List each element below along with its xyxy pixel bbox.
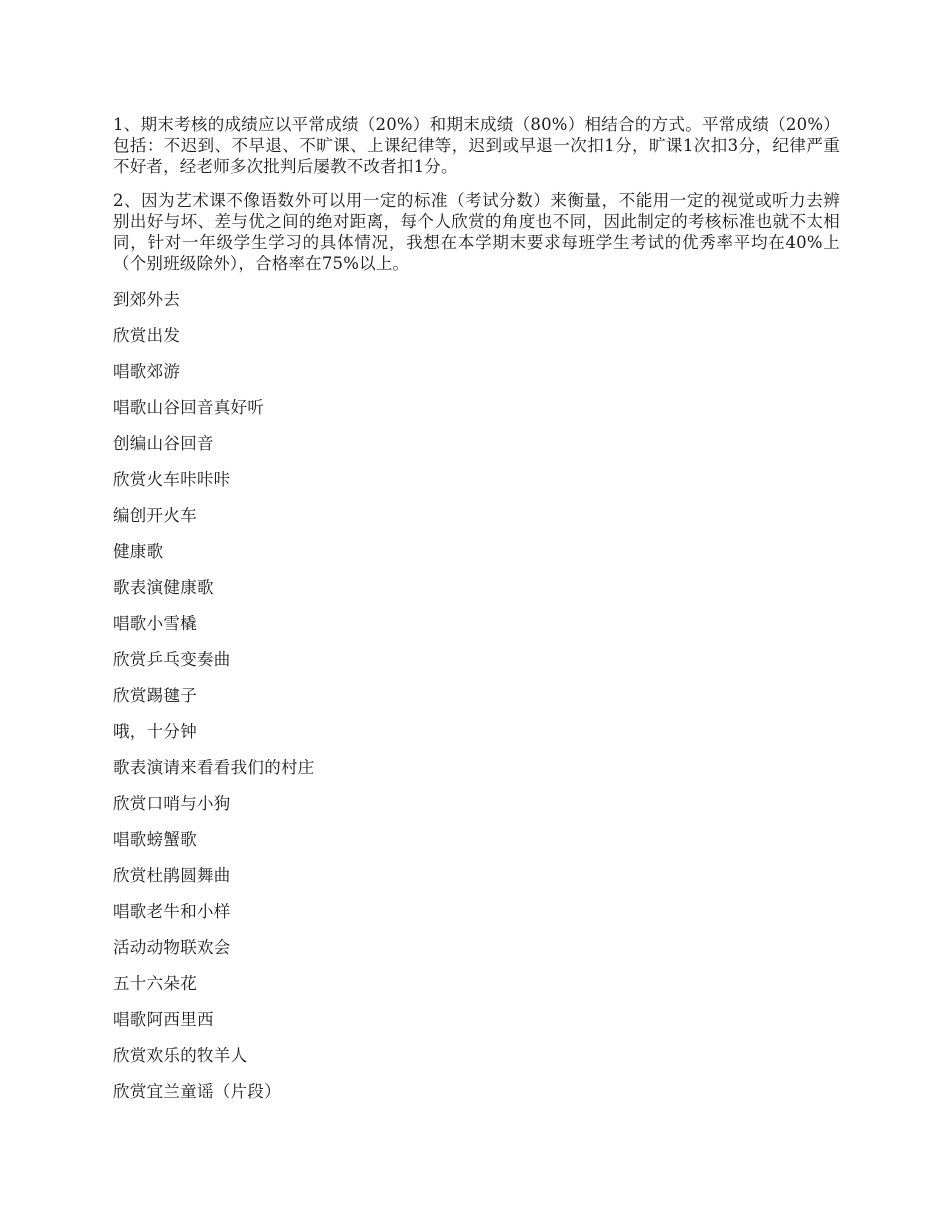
- list-item: 唱歌山谷回音真好听: [113, 398, 265, 417]
- list-item: 唱歌螃蟹歌: [113, 830, 197, 849]
- list-item: 欣赏欢乐的牧羊人: [113, 1046, 248, 1065]
- paragraph-assessment-standard: 2、因为艺术课不像语数外可以用一定的标准（考试分数）来衡量，不能用一定的视觉或听力去辨别出好与坏、差与优之间的绝对距离，每个人欣赏的角度也不同，因此制定的考核标准也就不太相同，针对一年级学生学习的具体情况，我想在本学期末要求每班学生考试的优秀率平均在40%上（个别班级除外），合格率在75%以上。: [113, 191, 840, 273]
- list-item: 编创开火车: [113, 506, 197, 525]
- list-item: 到郊外去: [113, 290, 181, 309]
- list-item: 欣赏踢毽子: [113, 686, 197, 705]
- list-item: 欣赏出发: [113, 326, 181, 345]
- list-item: 唱歌郊游: [113, 362, 181, 381]
- list-item: 唱歌阿西里西: [113, 1010, 214, 1029]
- list-item: 唱歌小雪橇: [113, 614, 197, 633]
- list-item: 健康歌: [113, 542, 164, 561]
- paragraph-grading-ratio: 1、期末考核的成绩应以平常成绩（20%）和期末成绩（80%）相结合的方式。平常成绩（20%）包括：不迟到、不早退、不旷课、上课纪律等，迟到或早退一次扣1分，旷课1次扣3分，纪律严重不好者，经老师多次批判后屡教不改者扣1分。: [113, 115, 840, 176]
- list-item: 欣赏火车咔咔咔: [113, 470, 231, 489]
- list-item: 歌表演请来看看我们的村庄: [113, 758, 315, 777]
- list-item: 歌表演健康歌: [113, 578, 214, 597]
- list-item: 欣赏杜鹃圆舞曲: [113, 866, 231, 885]
- document-page: [113, 114, 840, 1110]
- lesson-list: [113, 282, 840, 1110]
- list-item: 五十六朵花: [113, 974, 197, 993]
- list-item: 哦，十分钟: [113, 722, 197, 741]
- list-item: 欣赏宜兰童谣（片段）: [113, 1082, 281, 1101]
- list-item: 活动动物联欢会: [113, 938, 231, 957]
- list-item: 创编山谷回音: [113, 434, 214, 453]
- list-item: 欣赏口哨与小狗: [113, 794, 231, 813]
- list-item: 欣赏乒乓变奏曲: [113, 650, 231, 669]
- list-item: 唱歌老牛和小样: [113, 902, 231, 921]
